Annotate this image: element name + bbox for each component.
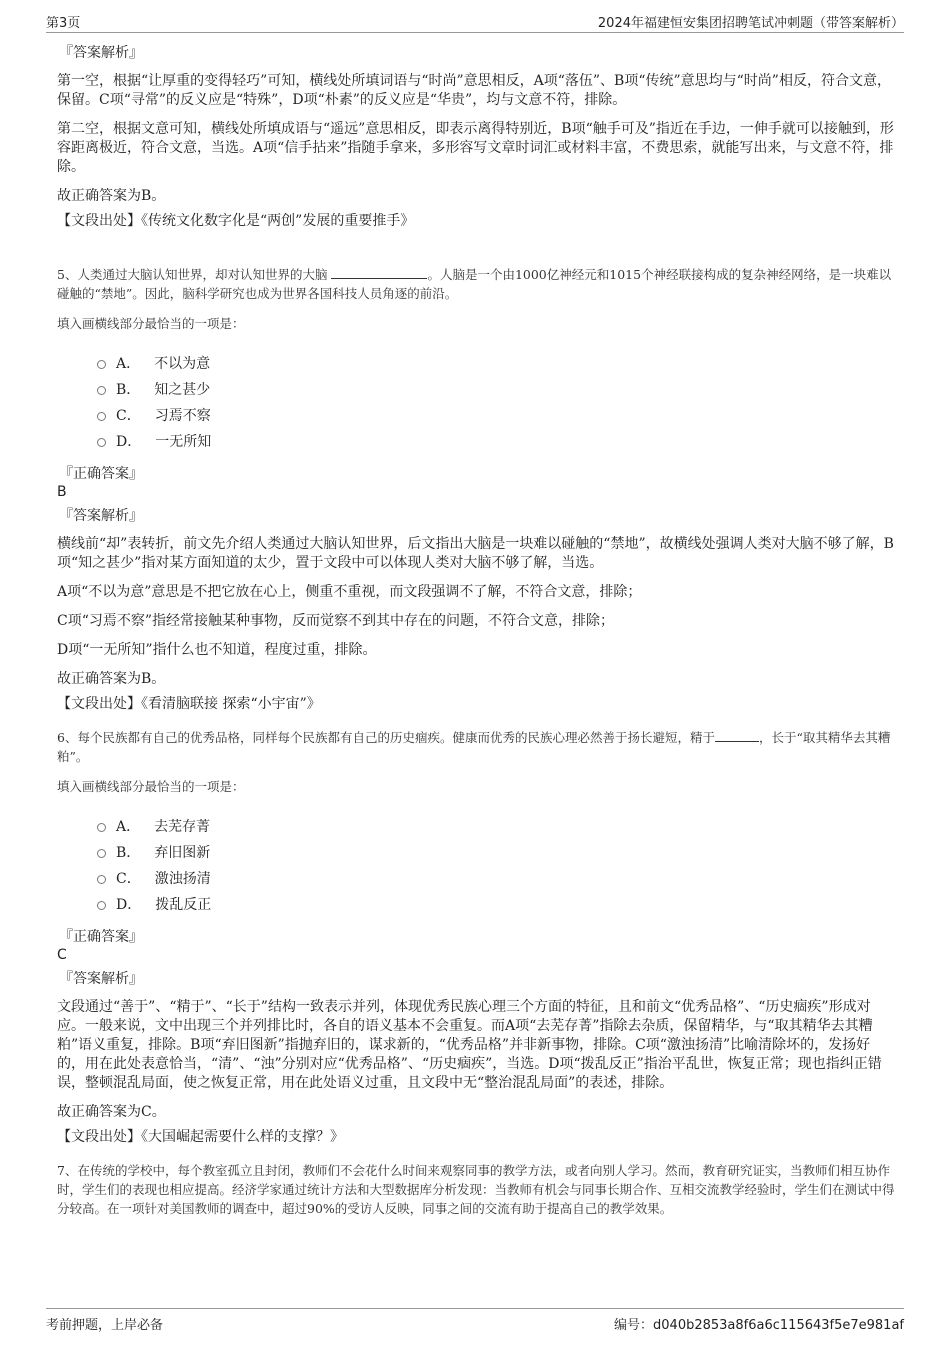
- analysis-text: [57, 998, 895, 1122]
- page-number: 第3页: [46, 16, 81, 31]
- analysis-paragraph: 第一空，根据“让厚重的变得轻巧”可知，横线处所填词语与“时尚”意思相反，A项“落伍”、B项“传统”意思均与“时尚”相反，符合文意，保留。C项“寻常”的反义应是“特殊”，D项“朴素”的反义应是“华贵”，均与文意不符，排除。: [57, 73, 891, 108]
- analysis-paragraph: 故正确答案为B。: [57, 671, 166, 687]
- options-list: [97, 814, 895, 918]
- analysis-paragraph: 文段通过“善于”、“精于”、“长于”结构一致表示并列，体现优秀民族心理三个方面的特征，且和前文“优秀品格”、“历史痼疾”形成对应。一般来说，文中出现三个并列排比时，各自的语义基本不会重复。而A项“去芜存菁”指除去杂质，保留精华，与“取其精华去其糟粕”语义重复，排除。B项“弃旧图新”指抛弃旧的，谋求新的，“优秀品格”并非新事物，排除。C项“激浊扬清”比喻清除坏的，发扬好的，用在此处表意恰当，“清”、“浊”分别对应“优秀品格”、“历史痼疾”，当选。D项“拨乱反正”指治平乱世，恢复正常；现也指纠正错误，整顿混乱局面，使之恢复正常，用在此处语义过重，且文段中无“整治混乱局面”的表述，排除。: [57, 999, 882, 1091]
- page-footer: [46, 1308, 904, 1336]
- analysis-paragraph: 故正确答案为C。: [57, 1104, 166, 1120]
- analysis-paragraph: 第二空，根据文意可知，横线处所填成语与“遥远”意思相反，即表示离得特别近，B项“触手可及”指近在手边，一伸手就可以接触到，形容距离极近，符合文意，当选。A项“信手拈来”指随手拿来，多形容写文章时词汇或材料丰富，不费思索，就能写出来，与文意不符，排除。: [57, 121, 894, 175]
- question-7: [57, 1161, 895, 1218]
- option-b[interactable]: B． 知之甚少: [97, 377, 895, 403]
- analysis-paragraph: D项“一无所知”指什么也不知道，程度过重，排除。: [57, 642, 377, 658]
- option-b[interactable]: B． 弃旧图新: [97, 840, 895, 866]
- radio-icon[interactable]: [97, 386, 106, 395]
- fill-blank: [715, 729, 759, 742]
- option-c[interactable]: C． 习焉不察: [97, 403, 895, 429]
- option-a[interactable]: A． 去芜存菁: [97, 814, 895, 840]
- fill-blank: [331, 266, 427, 279]
- page-header: [46, 10, 904, 33]
- correct-answer: B: [57, 484, 67, 500]
- question-prompt: 填入画横线部分最恰当的一项是：: [57, 779, 245, 794]
- source-citation: 【文段出处】《大国崛起需要什么样的支撑？》: [57, 1129, 344, 1145]
- analysis-label: 『答案解析』: [59, 971, 143, 987]
- option-d[interactable]: D． 拨乱反正: [97, 892, 895, 918]
- question-prompt: 填入画横线部分最恰当的一项是：: [57, 316, 245, 331]
- correct-answer-label: 『正确答案』: [59, 929, 143, 945]
- radio-icon[interactable]: [97, 412, 106, 421]
- option-d[interactable]: D． 一无所知: [97, 429, 895, 455]
- question-stem: 6、每个民族都有自己的优秀品格，同样每个民族都有自己的历史痼疾。健康而优秀的民族心理必然善于扬长避短，精于 ，长于“取其精华去其糟粕”。: [57, 730, 891, 764]
- correct-answer: C: [57, 947, 67, 963]
- question-stem: 7、在传统的学校中，每个教室孤立且封闭，教师们不会花什么时间来观察同事的教学方法，或者向别人学习。然而，教育研究证实，当教师们相互协作时，学生们的表现也相应提高。经济学家通过统计方法和大型数据库分析发现：当教师有机会与同事长期合作、互相交流教学经验时，学生们在测试中得分较高。在一项针对美国教师的调查中，超过90%的受访人反映，同事之间的交流有助于提高自己的教学效果。: [57, 1163, 895, 1216]
- source-citation: 【文段出处】《看清脑联接 探索“小宇宙”》: [57, 696, 321, 712]
- correct-answer-label: 『正确答案』: [59, 466, 143, 482]
- radio-icon[interactable]: [97, 849, 106, 858]
- radio-icon[interactable]: [97, 360, 106, 369]
- prev-question-analysis: [57, 44, 895, 231]
- analysis-paragraph: 横线前“却”表转折，前文先介绍人类通过大脑认知世界，后文指出大脑是一块难以碰触的“禁地”，故横线处强调人类对大脑不够了解，B项“知之甚少”指对某方面知道的太少，置于文段中可以体现人类对大脑不够了解，当选。: [57, 536, 894, 571]
- analysis-text: [57, 72, 895, 206]
- question-5: [57, 265, 895, 714]
- page-content: [57, 44, 895, 1218]
- radio-icon[interactable]: [97, 901, 106, 910]
- option-c[interactable]: C． 激浊扬清: [97, 866, 895, 892]
- analysis-label: 『答案解析』: [59, 508, 143, 524]
- radio-icon[interactable]: [97, 438, 106, 447]
- radio-icon[interactable]: [97, 875, 106, 884]
- options-list: [97, 351, 895, 455]
- answer-block: [57, 465, 895, 525]
- source-citation: 【文段出处】《传统文化数字化是“两创”发展的重要推手》: [57, 213, 415, 229]
- option-a[interactable]: A． 不以为意: [97, 351, 895, 377]
- document-id: 编号：d040b2853a8f6a6c115643f5e7e981af: [614, 1318, 904, 1333]
- analysis-paragraph: 故正确答案为B。: [57, 188, 166, 204]
- radio-icon[interactable]: [97, 823, 106, 832]
- question-6: [57, 728, 895, 1147]
- answer-block: [57, 928, 895, 988]
- footer-slogan: 考前押题，上岸必备: [46, 1318, 164, 1333]
- question-stem: 5、人类通过大脑认知世界，却对认知世界的大脑 。人脑是一个由1000亿神经元和1015个神经联接构成的复杂神经网络，是一块难以碰触的“禁地”。因此，脑科学研究也成为世界各国科技人员角逐的前沿。: [57, 267, 892, 301]
- analysis-text: [57, 535, 895, 689]
- document-title: 2024年福建恒安集团招聘笔试冲刺题（带答案解析）: [597, 16, 904, 31]
- analysis-paragraph: A项“不以为意”意思是不把它放在心上，侧重不重视，而文段强调不了解，不符合文意，排除；: [57, 584, 642, 600]
- analysis-paragraph: C项“习焉不察”指经常接触某种事物，反而觉察不到其中存在的问题，不符合文意，排除；: [57, 613, 615, 629]
- analysis-label: 『答案解析』: [59, 45, 143, 61]
